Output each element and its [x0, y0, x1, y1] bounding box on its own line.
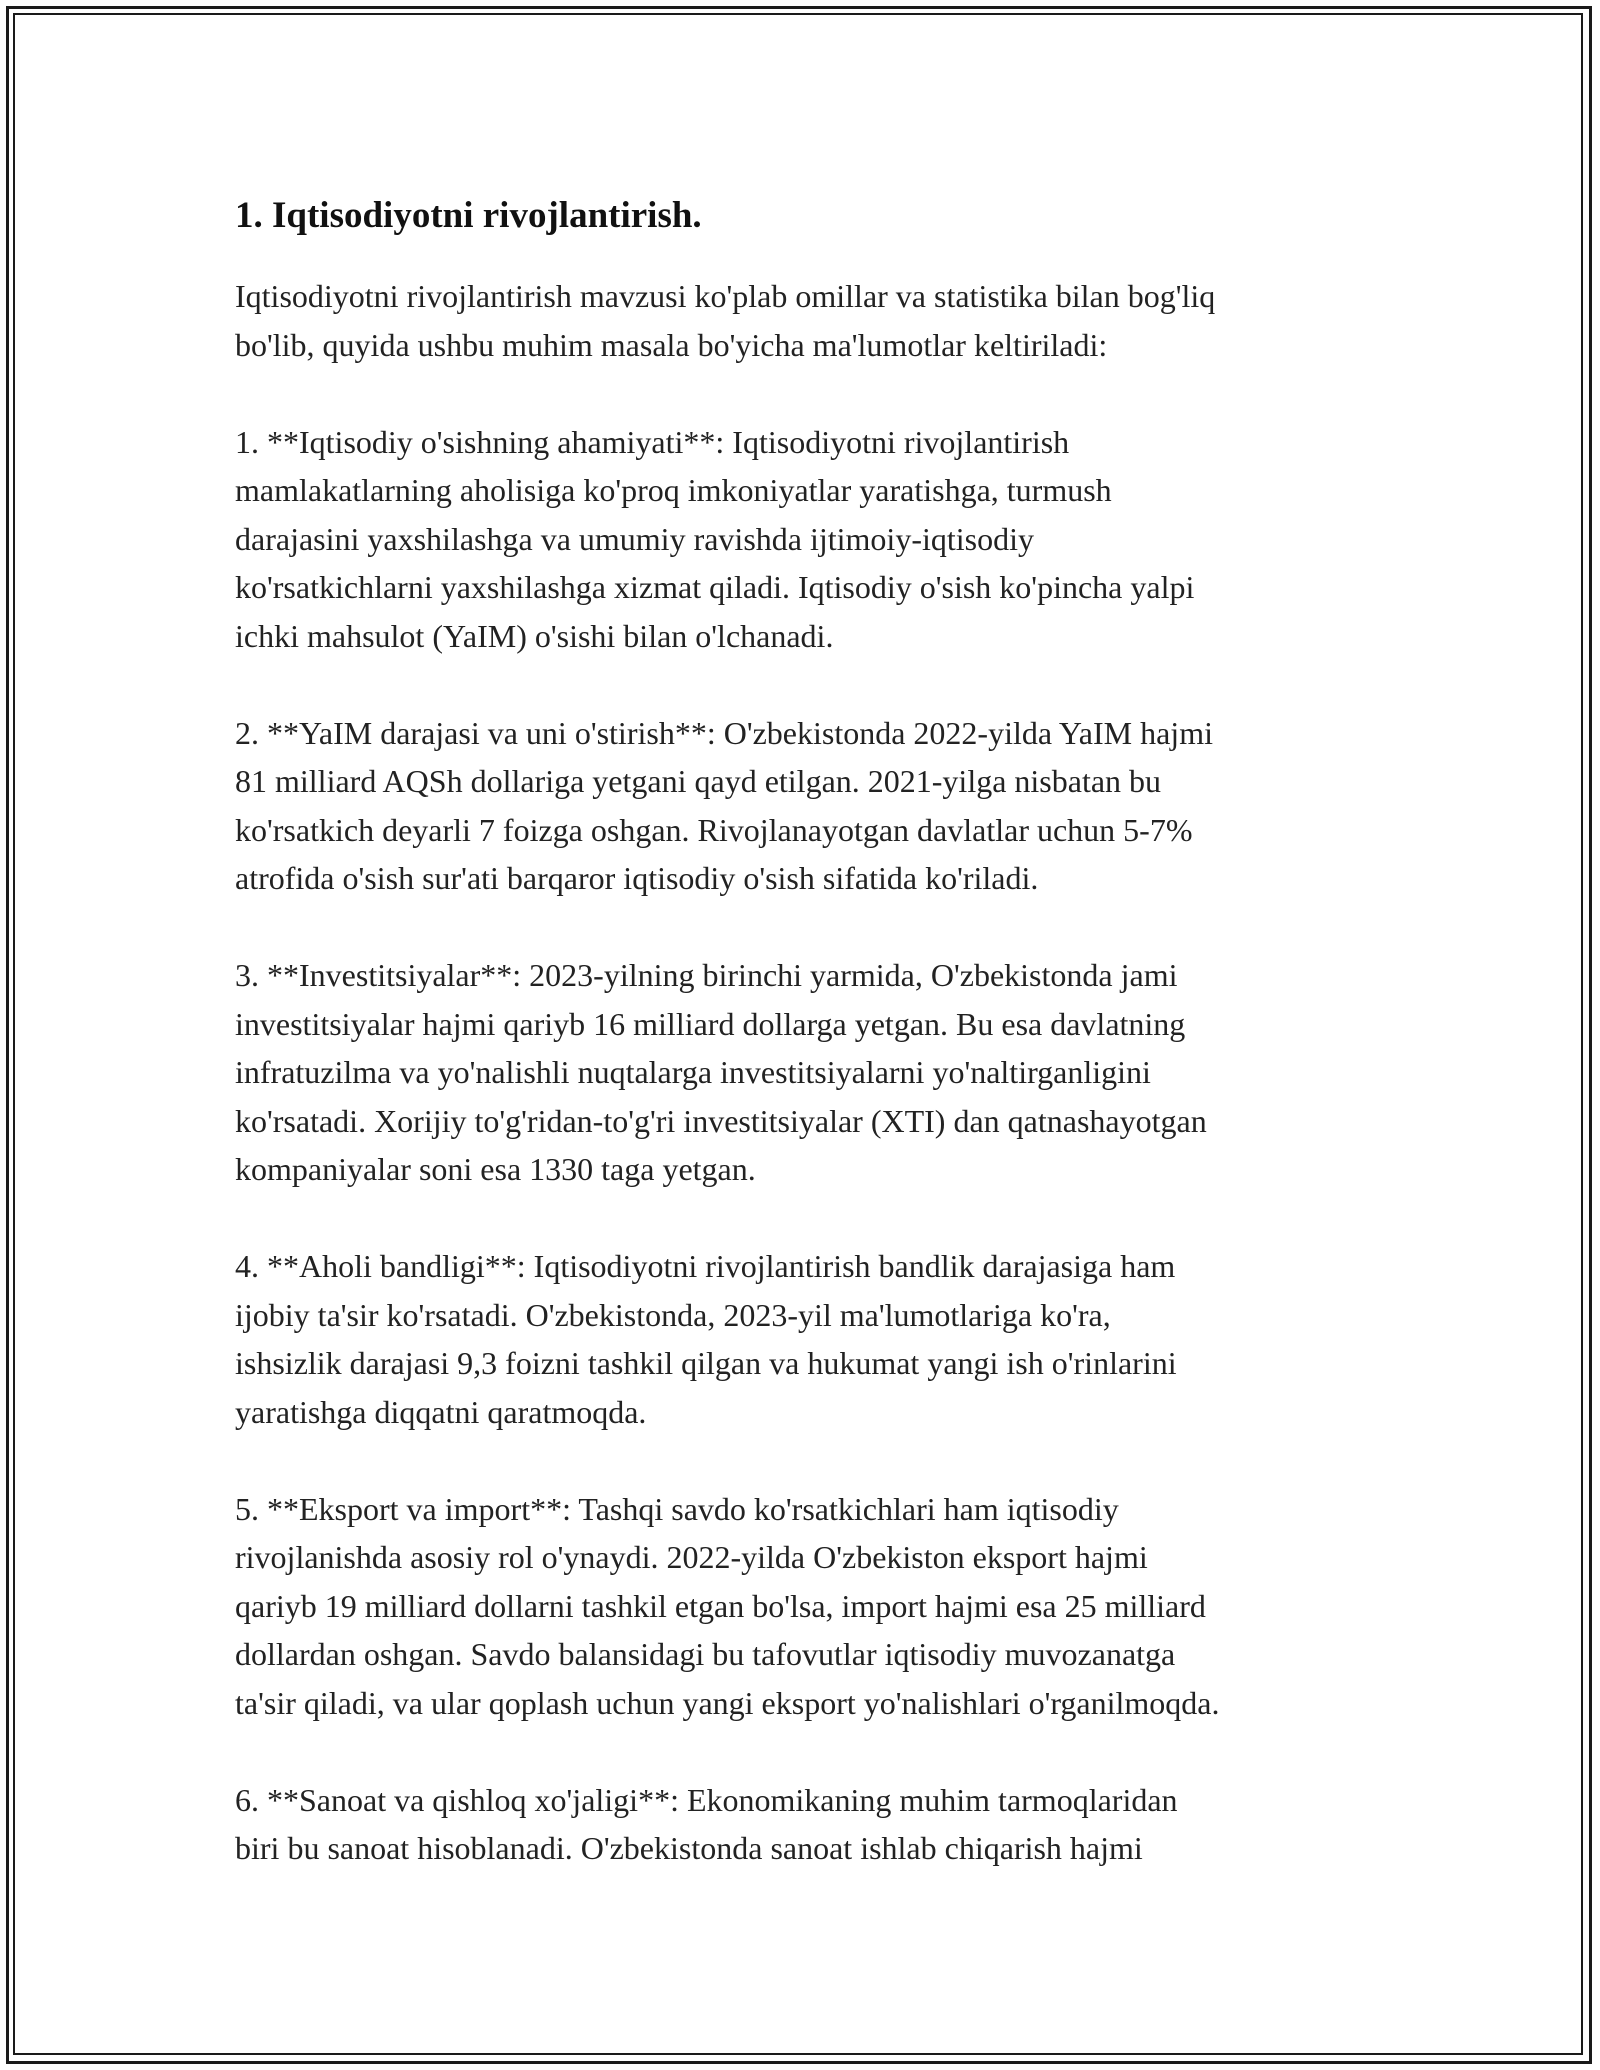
- paragraph-export-import: 5. **Eksport va import**: Tashqi savdo ko'rsatkichlari ham iqtisodiy rivojlanishda asosiy rol o'ynaydi. 2022-yilda O'zbekiston eksport hajmi qariyb 19 milliard dollarni tashkil etgan bo'lsa, import hajmi esa 25 milliard dollardan oshgan. Savdo balansidagi bu tafovutlar iqtisodiy muvozanatga ta'sir qiladi, va ular qoplash uchun yangi eksport yo'nalishlari o'rganilmoqda.: [235, 1490, 1220, 1721]
- paragraph-investments: 3. **Investitsiyalar**: 2023-yilning birinchi yarmida, O'zbekistonda jami investitsiyalar hajmi qariyb 16 milliard dollarga yetgan. Bu esa davlatning infratuzilma va yo'nalishli nuqtalarga investitsiyalarni yo'naltirganligini ko'rsatadi. Xorijiy to'g'ridan-to'g'ri investitsiyalar (XTI) dan qatnashayotgan kompaniyalar soni esa 1330 taga yetgan.: [235, 957, 1207, 1187]
- paragraph-employment: 4. **Aholi bandligi**: Iqtisodiyotni rivojlantirish bandlik darajasiga ham ijobiy ta'sir ko'rsatadi. O'zbekistonda, 2023-yil ma'lumotlariga ko'ra, ishsizlik darajasi 9,3 foizni tashkil qilgan va hukumat yangi ish o'rinlarini yaratishga diqqatni qaratmoqda.: [235, 1248, 1177, 1430]
- intro-paragraph: Iqtisodiyotni rivojlantirish mavzusi ko'plab omillar va statistika bilan bog'liq bo'lib, quyida ushbu muhim masala bo'yicha ma'lumotlar keltiriladi:: [235, 278, 1216, 363]
- section-heading: 1. Iqtisodiyotni rivojlantirish.: [235, 195, 702, 236]
- paragraph-gdp: 2. **YaIM darajasi va uni o'stirish**: O'zbekistonda 2022-yilda YaIM hajmi 81 milliard AQSh dollariga yetgani qayd etilgan. 2021-yilga nisbatan bu ko'rsatkich deyarli 7 foizga oshgan. Rivojlanayotgan davlatlar uchun 5-7% atrofida o'sish sur'ati barqaror iqtisodiy o'sish sifatida ko'riladi.: [235, 714, 1213, 896]
- document-body: [235, 188, 1385, 1921]
- paragraph-economic-growth: 1. **Iqtisodiy o'sishning ahamiyati**: Iqtisodiyotni rivojlantirish mamlakatlarning aholisiga ko'proq imkoniyatlar yaratishga, turmush darajasini yaxshilashga va umumiy ravishda ijtimoiy-iqtisodiy ko'rsatkichlarni yaxshilashga xizmat qiladi. Iqtisodiy o'sish ko'pincha yalpi ichki mahsulot (YaIM) o'sishi bilan o'lchanadi.: [235, 423, 1195, 654]
- paragraph-industry-agriculture: 6. **Sanoat va qishloq xo'jaligi**: Ekonomikaning muhim tarmoqlaridan biri bu sanoat hisoblanadi. O'zbekistonda sanoat ishlab chiqarish hajmi: [235, 1781, 1178, 1866]
